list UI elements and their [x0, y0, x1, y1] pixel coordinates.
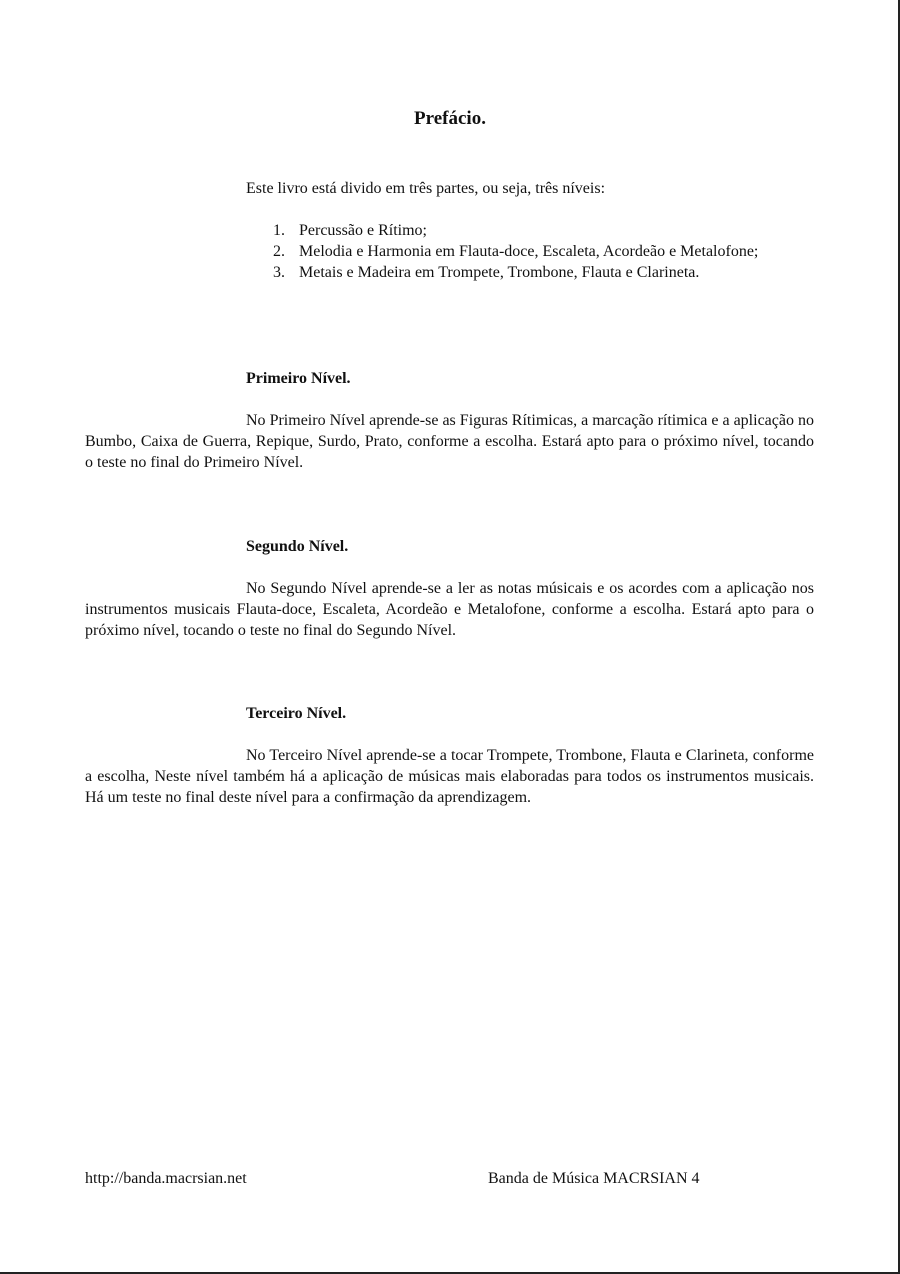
footer-label: Banda de Música MACRSIAN 4	[488, 1170, 700, 1187]
list-item	[270, 262, 814, 283]
list-item	[270, 220, 814, 241]
list-item-number: 1.	[273, 222, 285, 239]
section-heading-primeiro: Primeiro Nível.	[246, 370, 351, 387]
section-heading-terceiro: Terceiro Nível.	[246, 705, 347, 722]
list-item-text: Metais e Madeira em Trompete, Trombone, Flauta e Clarineta.	[299, 264, 700, 281]
section-body-terceiro: No Terceiro Nível aprende-se a tocar Trompete, Trombone, Flauta e Clarineta, conforme a escolha, Neste nível também há a aplicação de músicas mais elaboradas para todos os instrumentos musicais. Há um teste no final deste nível para a confirmação da aprendizagem.	[85, 747, 814, 806]
section-heading-segundo: Segundo Nível.	[246, 538, 349, 555]
list-item-text: Melodia e Harmonia em Flauta-doce, Escaleta, Acordeão e Metalofone;	[299, 243, 759, 260]
section-body-primeiro: No Primeiro Nível aprende-se as Figuras Rítimicas, a marcação rítimica e a aplicação no Bumbo, Caixa de Guerra, Repique, Surdo, Prato, conforme a escolha. Estará apto para o próximo nível, tocando o teste no final do Primeiro Nível.	[85, 412, 814, 471]
footer-url[interactable]: http://banda.macrsian.net	[85, 1170, 247, 1187]
list-item-text: Percussão e Rítimo;	[299, 222, 427, 239]
page-title: Prefácio.	[414, 108, 486, 129]
levels-list	[270, 220, 814, 283]
list-item-number: 2.	[273, 243, 285, 260]
list-item	[270, 241, 814, 262]
intro-text: Este livro está divido em três partes, ou seja, três níveis:	[246, 180, 606, 197]
list-item-number: 3.	[273, 264, 285, 281]
section-body-segundo: No Segundo Nível aprende-se a ler as notas músicais e os acordes com a aplicação nos instrumentos musicais Flauta-doce, Escaleta, Acordeão e Metalofone, conforme a escolha. Estará apto para o próximo nível, tocando o teste no final do Segundo Nível.	[85, 580, 814, 639]
